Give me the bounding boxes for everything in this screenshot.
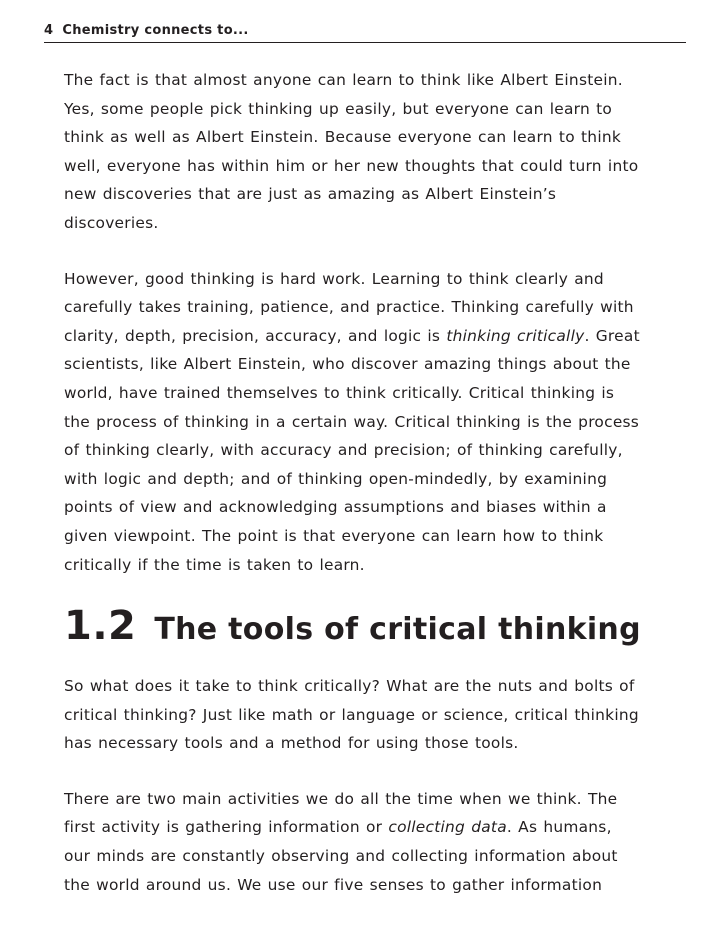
section-number: 1.2 <box>64 603 137 650</box>
page-number: 4 <box>44 23 54 38</box>
running-header <box>44 23 249 38</box>
paragraph-text: However, good thinking is hard work. Learning to think clearly and carefully takes training, patience, and practice. Thinking carefully with clarity, depth, precision, accuracy, and logic is <box>64 269 634 345</box>
header-rule <box>44 42 686 43</box>
emphasis-collecting-data: collecting data <box>388 818 507 837</box>
paragraph-text: The fact is that almost anyone can learn to think like Albert Einstein. Yes, some people pick thinking up easily, but everyone can learn to think as well as Albert Einstein. Because everyone can learn to think well, everyone has within him or her new thoughts that could turn into new discoveries that are just as amazing as Albert Einstein’s discoveries. <box>64 71 639 232</box>
paragraph-tools <box>64 672 644 758</box>
paragraph-text: . Great scientists, like Albert Einstein, who discover amazing things about the world, have trained themselves to think critically. Critical thinking is the process of thinking in a certain way. Critical thinking is the process of thinking clearly, with accuracy and precision; of thinking carefully, with logic and depth; and of thinking open-mindedly, by examining points of view and acknowledging assumptions and biases within a given viewpoint. The point is that everyone can learn how to think critically if the time is taken to learn. <box>64 326 640 574</box>
paragraph-text: . As humans, our minds are constantly observing and collecting information about the world around us. We use our five senses to gather information <box>64 818 618 894</box>
paragraph-einstein <box>64 66 644 238</box>
paragraph-activities <box>64 785 644 899</box>
section-title: The tools of critical thinking <box>154 612 641 648</box>
paragraph-text: There are two main activities we do all the time when we think. The first activity is gathering information or <box>64 789 618 837</box>
paragraph-good-thinking <box>64 265 644 580</box>
running-title: Chemistry connects to... <box>62 23 249 38</box>
paragraph-text: So what does it take to think critically? What are the nuts and bolts of critical thinking? Just like math or language or science, critical thinking has necessary tools and a method for using those tools. <box>64 677 639 753</box>
section-heading <box>64 602 644 658</box>
emphasis-thinking-critically: thinking critically <box>446 326 585 345</box>
page-body <box>64 66 644 926</box>
